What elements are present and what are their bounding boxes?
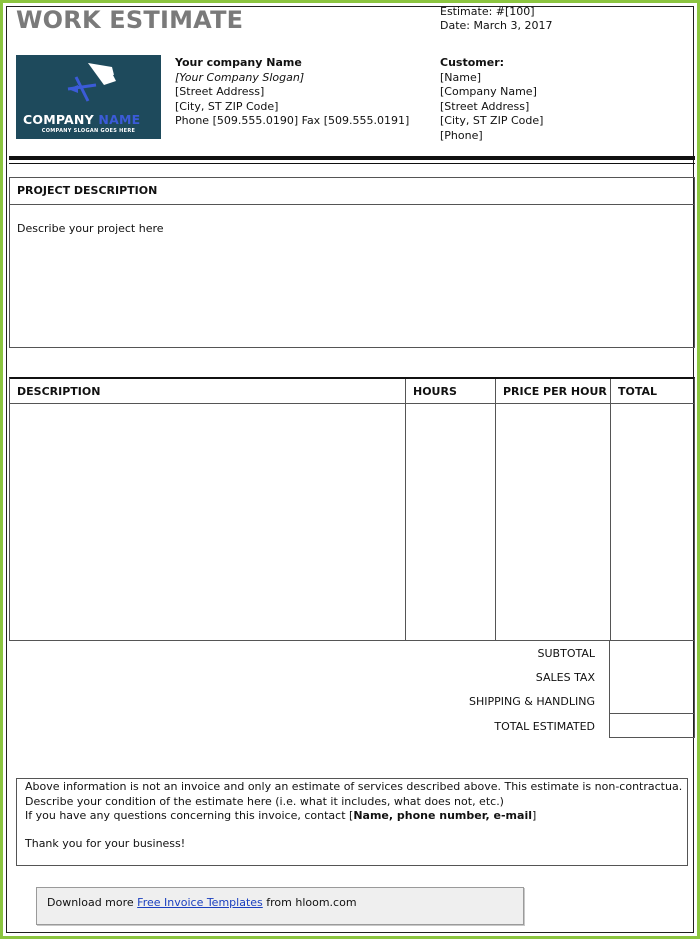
thank-you-text: Thank you for your business! <box>25 837 186 850</box>
subtotal-label: SUBTOTAL <box>537 647 595 660</box>
arrow-logo-icon <box>16 55 161 115</box>
footer-banner <box>36 887 524 925</box>
logo-company-name: COMPANY NAME <box>23 112 141 127</box>
project-description-heading: PROJECT DESCRIPTION <box>17 184 158 197</box>
customer-company: [Company Name] <box>440 85 537 98</box>
project-heading-divider <box>10 204 694 205</box>
company-street: [Street Address] <box>175 85 265 98</box>
project-description-text[interactable]: Describe your project here <box>17 222 164 235</box>
estimate-number: Estimate: #[100] <box>440 5 535 18</box>
project-description-box <box>9 177 695 348</box>
notes-line-3: If you have any questions concerning this invoice, contact [Name, phone number, e-mail] <box>25 809 537 822</box>
column-header-description: DESCRIPTION <box>17 385 101 398</box>
customer-city: [City, ST ZIP Code] <box>440 114 544 127</box>
free-invoice-templates-link[interactable]: Free Invoice Templates <box>137 896 263 909</box>
customer-phone: [Phone] <box>440 128 483 142</box>
notes-line-1: Above information is not an invoice and only an estimate of services described above. This estimate is non-contractua. <box>25 780 683 793</box>
total-estimated-value[interactable] <box>609 713 695 738</box>
sales-tax-label: SALES TAX <box>535 671 595 684</box>
items-header-divider <box>10 403 694 404</box>
notes-line-2: Describe your condition of the estimate here (i.e. what it includes, what does not, etc.) <box>25 794 504 808</box>
col-divider-2 <box>495 379 496 640</box>
column-header-price-per-hour: PRICE PER HOUR <box>503 385 607 398</box>
header-divider-thick <box>9 156 695 160</box>
company-city: [City, ST ZIP Code] <box>175 99 279 113</box>
items-table <box>9 377 695 641</box>
customer-street: [Street Address] <box>440 99 530 113</box>
col-divider-1 <box>405 379 406 640</box>
customer-name: [Name] <box>440 70 482 84</box>
document-title: WORK ESTIMATE <box>16 6 244 34</box>
footer-text: Download more Free Invoice Templates from hloom.com <box>47 896 357 909</box>
shipping-label: SHIPPING & HANDLING <box>469 695 595 708</box>
company-slogan: [Your Company Slogan] <box>175 70 305 84</box>
column-header-total: TOTAL <box>618 385 658 398</box>
column-header-hours: HOURS <box>413 385 457 398</box>
col-divider-3 <box>610 379 611 640</box>
company-info <box>175 56 409 129</box>
logo-slogan: COMPANY SLOGAN GOES HERE <box>41 128 136 134</box>
total-estimated-label: TOTAL ESTIMATED <box>494 720 595 733</box>
estimate-date: Date: March 3, 2017 <box>440 19 553 32</box>
customer-label: Customer: <box>440 56 505 69</box>
company-phone-fax: Phone [509.555.0190] Fax [509.555.0191] <box>175 114 410 127</box>
company-logo <box>16 55 161 139</box>
customer-info <box>440 56 543 143</box>
totals-value-column[interactable] <box>609 640 695 714</box>
company-name: Your company Name <box>175 56 302 69</box>
notes-box <box>16 778 688 866</box>
header-divider-thin <box>9 163 695 164</box>
